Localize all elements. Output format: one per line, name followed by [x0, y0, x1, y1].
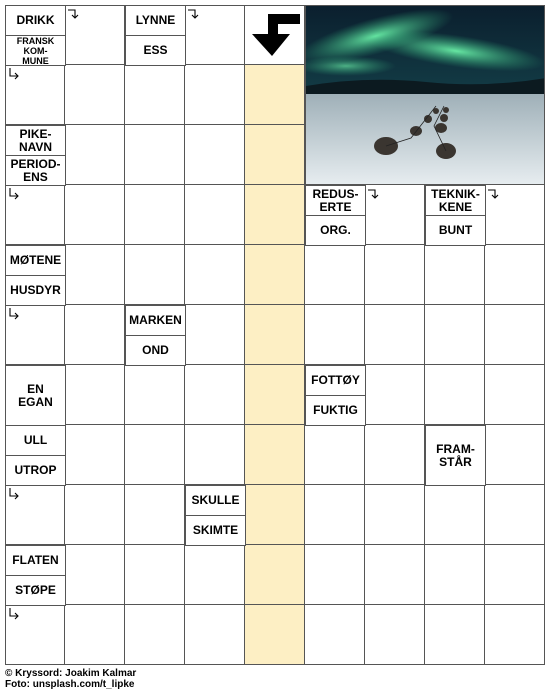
- answer-cell[interactable]: [245, 125, 305, 185]
- clue-utrop: UTROP: [5, 455, 66, 486]
- photo-image: [306, 6, 545, 185]
- answer-cell[interactable]: [125, 605, 185, 665]
- answer-cell[interactable]: [305, 425, 365, 485]
- answer-cell[interactable]: [305, 605, 365, 665]
- answer-cell[interactable]: [425, 305, 485, 365]
- answer-cell[interactable]: [425, 485, 485, 545]
- clue-teknikkene: TEKNIK- KENE: [425, 185, 486, 216]
- clue-flaten: FLATEN: [5, 545, 66, 576]
- clue-framstar: FRAM- STÅR: [425, 425, 486, 486]
- clue-periodens: PERIOD- ENS: [5, 155, 66, 186]
- answer-cell[interactable]: [185, 425, 245, 485]
- answer-cell[interactable]: [185, 545, 245, 605]
- clue-skulle: SKULLE: [185, 485, 246, 516]
- answer-cell[interactable]: [245, 305, 305, 365]
- arrow-down-right-icon: [7, 187, 21, 201]
- answer-cell[interactable]: [485, 365, 545, 425]
- big-down-left-arrow-icon: [250, 10, 302, 60]
- credits: [5, 668, 136, 690]
- answer-cell[interactable]: [365, 605, 425, 665]
- answer-cell[interactable]: [305, 305, 365, 365]
- answer-cell[interactable]: [125, 485, 185, 545]
- answer-cell[interactable]: [65, 485, 125, 545]
- answer-cell[interactable]: [185, 365, 245, 425]
- answer-cell[interactable]: [245, 425, 305, 485]
- arrow-right-down-icon: [187, 7, 201, 21]
- answer-cell[interactable]: [425, 605, 485, 665]
- arrow-down-right-icon: [7, 67, 21, 81]
- clue-fuktig: FUKTIG: [305, 395, 366, 426]
- answer-cell[interactable]: [305, 245, 365, 305]
- clue-marken: MARKEN: [125, 305, 186, 336]
- answer-cell[interactable]: [185, 605, 245, 665]
- clue-ull: ULL: [5, 425, 66, 456]
- clue-ond: OND: [125, 335, 186, 366]
- answer-cell[interactable]: [65, 365, 125, 425]
- arrow-right-down-icon: [367, 187, 381, 201]
- northern-lights-sled-dog-photo: [305, 5, 545, 185]
- clue-motene: MØTENE: [5, 245, 66, 276]
- answer-cell[interactable]: [425, 365, 485, 425]
- answer-cell[interactable]: [65, 605, 125, 665]
- answer-cell[interactable]: [125, 425, 185, 485]
- answer-cell[interactable]: [185, 245, 245, 305]
- answer-cell[interactable]: [65, 125, 125, 185]
- answer-cell[interactable]: [245, 245, 305, 305]
- answer-cell[interactable]: [65, 305, 125, 365]
- arrow-down-right-icon: [7, 607, 21, 621]
- answer-cell[interactable]: [485, 305, 545, 365]
- clue-drikk: DRIKK: [5, 5, 66, 36]
- crossword-credit: © Kryssord: Joakim Kalmar: [5, 668, 137, 679]
- answer-cell[interactable]: [245, 185, 305, 245]
- answer-cell[interactable]: [125, 365, 185, 425]
- answer-cell[interactable]: [485, 605, 545, 665]
- answer-cell[interactable]: [425, 545, 485, 605]
- answer-cell[interactable]: [305, 545, 365, 605]
- answer-cell[interactable]: [245, 485, 305, 545]
- answer-cell[interactable]: [185, 65, 245, 125]
- answer-cell[interactable]: [65, 65, 125, 125]
- answer-cell[interactable]: [125, 545, 185, 605]
- answer-cell[interactable]: [305, 485, 365, 545]
- answer-cell[interactable]: [185, 185, 245, 245]
- answer-cell[interactable]: [365, 425, 425, 485]
- clue-bunt: BUNT: [425, 215, 486, 246]
- arrow-down-right-icon: [7, 307, 21, 321]
- answer-cell[interactable]: [485, 545, 545, 605]
- answer-cell[interactable]: [185, 305, 245, 365]
- answer-cell[interactable]: [485, 485, 545, 545]
- answer-cell[interactable]: [365, 305, 425, 365]
- clue-fransk: FRANSK KOM- MUNE: [5, 35, 66, 66]
- clue-ess: ESS: [125, 35, 186, 66]
- answer-cell[interactable]: [425, 245, 485, 305]
- arrow-right-down-icon: [487, 187, 501, 201]
- arrow-right-down-icon: [67, 7, 81, 21]
- answer-cell[interactable]: [65, 545, 125, 605]
- answer-cell[interactable]: [65, 425, 125, 485]
- answer-cell[interactable]: [125, 185, 185, 245]
- clue-pikenavn: PIKE- NAVN: [5, 125, 66, 156]
- answer-cell[interactable]: [365, 485, 425, 545]
- answer-cell[interactable]: [125, 65, 185, 125]
- answer-cell[interactable]: [65, 185, 125, 245]
- clue-skimte: SKIMTE: [185, 515, 246, 546]
- answer-cell[interactable]: [365, 245, 425, 305]
- answer-cell[interactable]: [245, 605, 305, 665]
- answer-cell[interactable]: [125, 125, 185, 185]
- answer-cell[interactable]: [125, 245, 185, 305]
- answer-cell[interactable]: [365, 365, 425, 425]
- answer-cell[interactable]: [185, 125, 245, 185]
- arrow-down-right-icon: [7, 487, 21, 501]
- clue-fottoy: FOTTØY: [305, 365, 366, 396]
- answer-cell[interactable]: [65, 245, 125, 305]
- clue-husdyr: HUSDYR: [5, 275, 66, 306]
- answer-cell[interactable]: [245, 545, 305, 605]
- answer-cell[interactable]: [365, 545, 425, 605]
- photo-credit: Foto: unsplash.com/t_lipke: [5, 679, 135, 690]
- clue-enegan: EN EGAN: [5, 365, 66, 426]
- clue-lynne: LYNNE: [125, 5, 186, 36]
- clue-stope: STØPE: [5, 575, 66, 606]
- answer-cell[interactable]: [485, 425, 545, 485]
- answer-cell[interactable]: [485, 245, 545, 305]
- clue-org: ORG.: [305, 215, 366, 246]
- answer-cell[interactable]: [245, 365, 305, 425]
- clue-reduserte: REDUS- ERTE: [305, 185, 366, 216]
- answer-cell[interactable]: [245, 65, 305, 125]
